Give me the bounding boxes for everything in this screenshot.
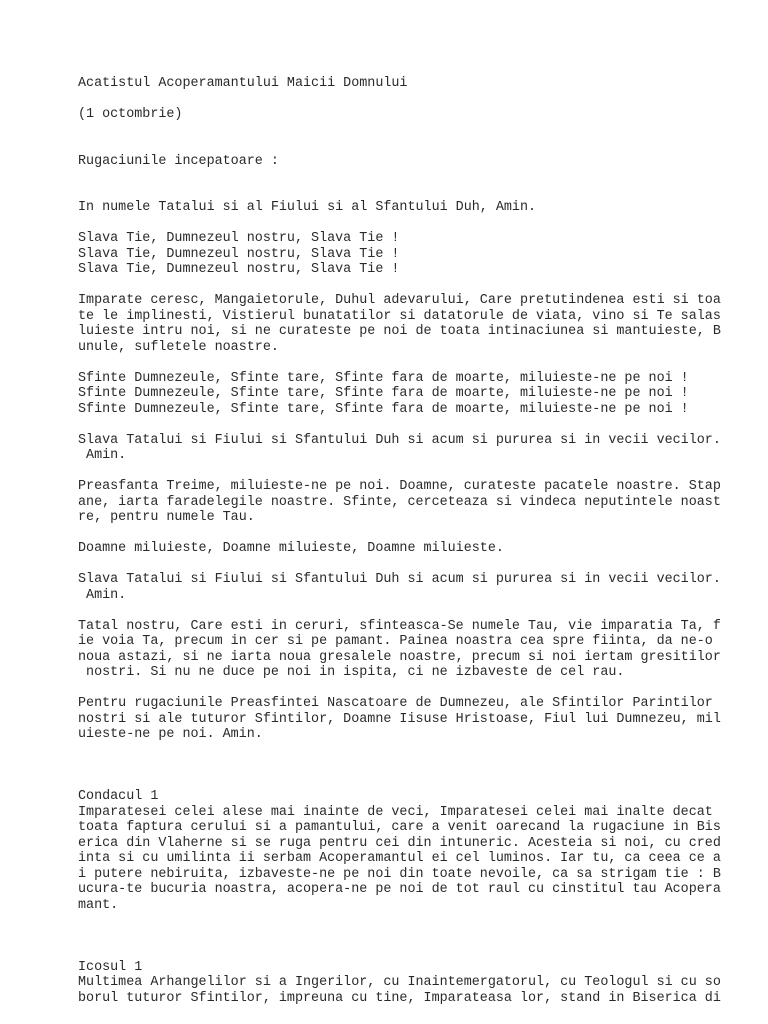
paragraph-gap (78, 278, 758, 294)
text-line: mant. (78, 897, 119, 913)
text-line: Preasfanta Treime, miluieste-ne pe noi. Doamne, curateste pacatele noastre. Stap (78, 479, 721, 494)
paragraph-gap (78, 169, 758, 200)
text-line: Imparatesei celei alese mai inainte de veci, Imparatesei celei mai inalte decat (78, 804, 713, 820)
text-line: borul tuturor Sfintilor, impreuna cu tine, Imparateasa lor, stand in Biserica di (78, 990, 721, 1006)
text-line: toata faptura cerului si a pamantului, care a venit oarecand la rugaciune in Bis (78, 820, 721, 835)
text-line: unule, sufletele noastre. (78, 339, 279, 355)
paragraph-gap (78, 355, 758, 371)
text-line: luieste intru noi, si ne curateste pe noi de toata intinaciunea si mantuieste, B (78, 324, 721, 339)
text-line: Rugaciunile incepatoare : (78, 153, 279, 169)
text-line: Multimea Arhangelilor si a Ingerilor, cu Inaintemergatorul, cu Teologul si cu so (78, 975, 721, 990)
text-line: Slava Tatalui si Fiului si Sfantului Duh si acum si pururea si in vecii vecilor. (78, 572, 721, 587)
text-line: noua astazi, si ne iarta noua gresalele noastre, precum si noi iertam gresitilor (78, 649, 721, 665)
text-line: ie voia Ta, precum in cer si pe pamant. Painea noastra cea spre fiinta, da ne-o (78, 634, 713, 649)
paragraph-gap (78, 123, 758, 154)
text-line: Sfinte Dumnezeule, Sfinte tare, Sfinte fara de moarte, miluieste-ne pe noi ! (78, 401, 689, 417)
text-line: nostri si ale tuturor Sfintilor, Doamne Iisuse Hristoase, Fiul lui Dumnezeu, mil (78, 711, 721, 727)
text-line: Amin. (78, 587, 127, 603)
text-line: Slava Tie, Dumnezeul nostru, Slava Tie ! (78, 231, 400, 246)
text-line: Amin. (78, 448, 127, 463)
text-line: Slava Tatalui si Fiului si Sfantului Duh si acum si pururea si in vecii vecilor. (78, 432, 721, 448)
text-line: re, pentru numele Tau. (78, 510, 255, 525)
paragraph-gap (78, 526, 758, 542)
document-text (78, 76, 758, 1006)
paragraph-gap (78, 557, 758, 573)
text-line: Condacul 1 (78, 789, 159, 804)
text-line: Acatistul Acoperamantului Maicii Domnului (78, 76, 408, 91)
text-line: Pentru rugaciunile Preasfintei Nascatoare de Dumnezeu, ale Sfintilor Parintilor (78, 696, 713, 711)
text-line: Imparate ceresc, Mangaietorule, Duhul adevarului, Care pretutindenea esti si toa (78, 293, 721, 308)
text-line: Sfinte Dumnezeule, Sfinte tare, Sfinte fara de moarte, miluieste-ne pe noi ! (78, 386, 689, 401)
text-line: In numele Tatalui si al Fiului si al Sfantului Duh, Amin. (78, 200, 537, 215)
text-line: Icosul 1 (78, 959, 143, 975)
text-line: ucura-te bucuria noastra, acopera-ne pe noi de tot raul cu cinstitul tau Acopera (78, 882, 721, 897)
text-line: nostri. Si nu ne duce pe noi in ispita, ci ne izbaveste de cel rau. (78, 665, 625, 680)
paragraph-gap (78, 913, 758, 960)
paragraph-gap (78, 216, 758, 232)
text-line: inta si cu umilinta ii serbam Acoperamantul ei cel luminos. Iar tu, ca ceea ce a (78, 851, 721, 866)
paragraph-gap (78, 464, 758, 480)
paragraph-gap (78, 681, 758, 697)
text-line: (1 octombrie) (78, 107, 183, 122)
text-line: i putere nebiruita, izbaveste-ne pe noi din toate nevoile, ca sa strigam tie : B (78, 866, 721, 882)
text-line: uieste-ne pe noi. Amin. (78, 727, 263, 742)
text-line: Slava Tie, Dumnezeul nostru, Slava Tie ! (78, 262, 400, 277)
paragraph-gap (78, 603, 758, 619)
text-line: te le implinesti, Vistierul bunatatilor si datatorule de viata, vino si Te salas (78, 308, 721, 324)
text-line: Sfinte Dumnezeule, Sfinte tare, Sfinte fara de moarte, miluieste-ne pe noi ! (78, 370, 689, 386)
text-line: Tatal nostru, Care esti in ceruri, sfinteasca-Se numele Tau, vie imparatia Ta, f (78, 618, 721, 634)
paragraph-gap (78, 417, 758, 433)
paragraph-gap (78, 92, 758, 108)
text-line: Slava Tie, Dumnezeul nostru, Slava Tie ! (78, 246, 400, 262)
paragraph-gap (78, 743, 758, 790)
text-line: erica din Vlaherne si se ruga pentru cei din intuneric. Acesteia si noi, cu cred (78, 835, 721, 851)
text-line: Doamne miluieste, Doamne miluieste, Doamne miluieste. (78, 541, 504, 556)
text-line: ane, iarta faradelegile noastre. Sfinte, cerceteaza si vindeca neputintele noast (78, 494, 721, 510)
